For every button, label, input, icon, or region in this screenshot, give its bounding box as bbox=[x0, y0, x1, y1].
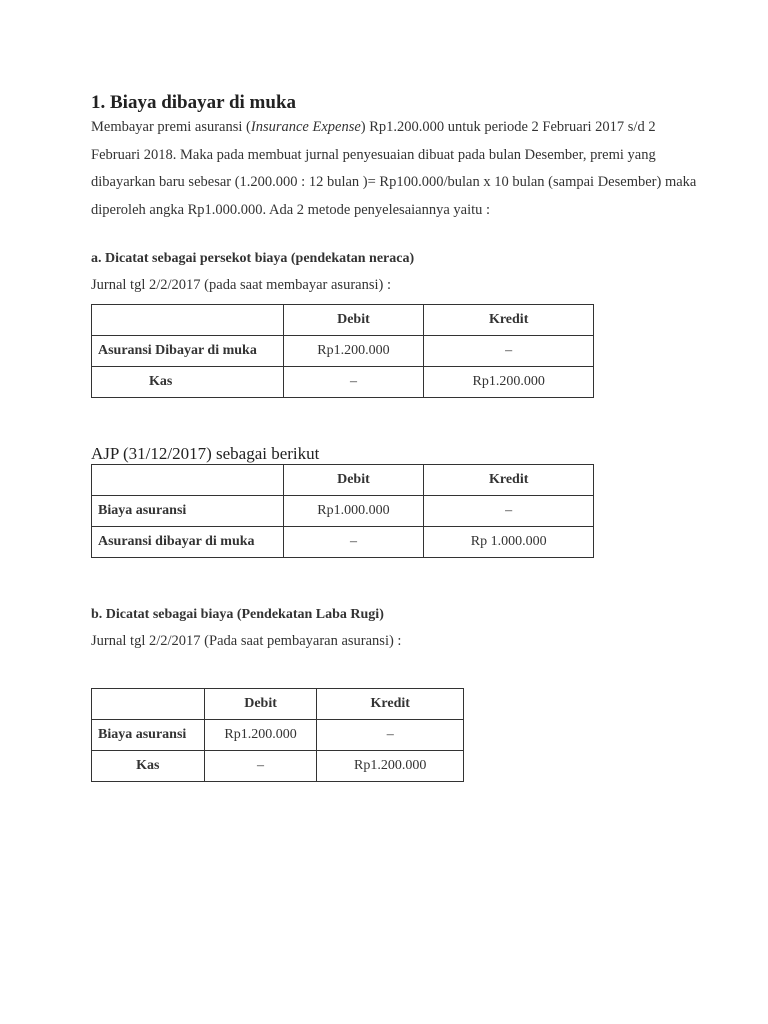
table-row bbox=[92, 720, 464, 751]
debit-cell: Rp1.200.000 bbox=[204, 720, 317, 751]
ajp-heading: AJP (31/12/2017) sebagai berikut bbox=[91, 444, 320, 463]
table-header-cell: Debit bbox=[283, 465, 424, 496]
debit-cell: Rp1.000.000 bbox=[283, 496, 424, 527]
table-header-cell bbox=[92, 465, 284, 496]
table-header-cell: Kredit bbox=[317, 689, 464, 720]
intro-italic-term: Insurance Expense bbox=[250, 119, 361, 135]
credit-cell: Rp 1.000.000 bbox=[424, 527, 594, 558]
credit-cell: – bbox=[424, 336, 594, 367]
table-header-cell: Debit bbox=[204, 689, 317, 720]
account-cell: Kas bbox=[92, 751, 205, 782]
table-header-cell: Debit bbox=[283, 305, 424, 336]
account-cell: Asuransi dibayar di muka bbox=[92, 527, 284, 558]
table-header-cell bbox=[92, 305, 284, 336]
ajp-table bbox=[91, 464, 594, 558]
table-header-row bbox=[92, 465, 594, 496]
table-header-cell bbox=[92, 689, 205, 720]
table-row bbox=[92, 367, 594, 398]
table-header-row bbox=[92, 689, 464, 720]
debit-cell: – bbox=[283, 367, 424, 398]
debit-cell: – bbox=[283, 527, 424, 558]
method-a-journal-label: Jurnal tgl 2/2/2017 (pada saat membayar asuransi) : bbox=[91, 277, 391, 293]
account-cell: Biaya asuransi bbox=[92, 720, 205, 751]
section-title: 1. Biaya dibayar di muka bbox=[91, 92, 297, 113]
method-b-table bbox=[91, 688, 464, 782]
credit-cell: Rp1.200.000 bbox=[424, 367, 594, 398]
table-header-cell: Kredit bbox=[424, 305, 594, 336]
debit-cell: Rp1.200.000 bbox=[283, 336, 424, 367]
credit-cell: – bbox=[424, 496, 594, 527]
method-b-journal-label: Jurnal tgl 2/2/2017 (Pada saat pembayaran asuransi) : bbox=[91, 633, 402, 649]
table-row bbox=[92, 751, 464, 782]
table-header-row bbox=[92, 305, 594, 336]
table-row bbox=[92, 336, 594, 367]
intro-paragraph bbox=[91, 114, 706, 224]
method-a-table bbox=[91, 304, 594, 398]
method-b-heading: b. Dicatat sebagai biaya (Pendekatan Laba Rugi) bbox=[91, 607, 384, 622]
table-header-cell: Kredit bbox=[424, 465, 594, 496]
intro-text-after: ) Rp1.200.000 untuk periode 2 Februari 2017 s/d 2 Februari 2018. Maka pada membuat jurnal penyesuaian dibuat pada bulan Desember, premi yang dibayarkan baru sebesar (1.200.000 : 12 bulan )= Rp100.000/bulan x 10 bulan (sampai Desember) maka diperoleh angka Rp1.000.000. Ada 2 metode penyelesaiannya yaitu : bbox=[91, 119, 697, 218]
intro-text-before: Membayar premi asuransi ( bbox=[91, 119, 251, 135]
account-cell: Kas bbox=[92, 367, 284, 398]
credit-cell: Rp1.200.000 bbox=[317, 751, 464, 782]
table-row bbox=[92, 496, 594, 527]
table-row bbox=[92, 527, 594, 558]
credit-cell: – bbox=[317, 720, 464, 751]
account-cell: Asuransi Dibayar di muka bbox=[92, 336, 284, 367]
debit-cell: – bbox=[204, 751, 317, 782]
account-cell: Biaya asuransi bbox=[92, 496, 284, 527]
method-a-heading: a. Dicatat sebagai persekot biaya (pendekatan neraca) bbox=[91, 251, 415, 266]
